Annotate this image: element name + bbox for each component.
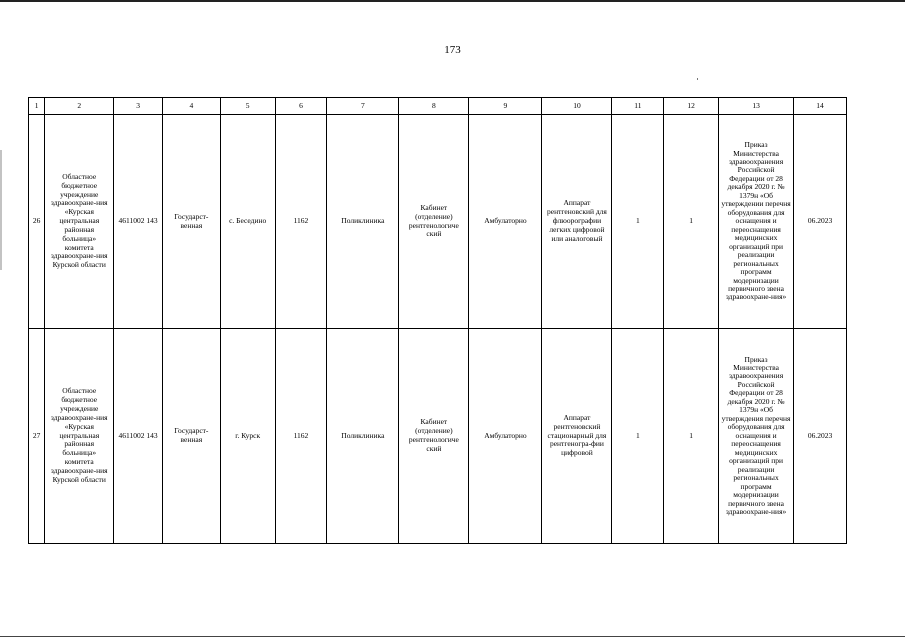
- quantity-1: 1: [612, 115, 664, 329]
- quantity-2: 1: [664, 329, 719, 544]
- unit-type: Поликлиника: [327, 329, 399, 544]
- organization-name: Областное бюджетное учреждение здравоохране-ния «Курская центральная районная больница» комитета здравоохране-ния Курской области: [45, 115, 114, 329]
- equipment-table: [28, 97, 847, 544]
- column-header: 13: [719, 98, 794, 115]
- scan-speck: [697, 78, 698, 80]
- column-header: 2: [45, 98, 114, 115]
- column-header: 4: [162, 98, 220, 115]
- ownership-form: Государст-венная: [162, 329, 220, 544]
- equipment-name: Аппарат рентгеновский для флюорографии легких цифровой или аналоговый: [542, 115, 612, 329]
- code-value: 1162: [275, 329, 327, 544]
- ownership-form: Государст-венная: [162, 115, 220, 329]
- column-header: 14: [794, 98, 847, 115]
- settlement: г. Курск: [220, 329, 275, 544]
- column-header: 9: [469, 98, 542, 115]
- column-number-row: [29, 98, 847, 115]
- quantity-2: 1: [664, 115, 719, 329]
- column-header: 12: [664, 98, 719, 115]
- unit-type: Поликлиника: [327, 115, 399, 329]
- row-number: 27: [29, 329, 45, 544]
- organization-name: Областное бюджетное учреждение здравоохране-ния «Курская центральная районная больница» комитета здравоохране-ния Курской области: [45, 329, 114, 544]
- settlement: с. Беседино: [220, 115, 275, 329]
- inn-code: 4611002 143: [114, 329, 163, 544]
- column-header: 8: [399, 98, 469, 115]
- delivery-date: 06.2023: [794, 329, 847, 544]
- equipment-name: Аппарат рентгеновский стационарный для рентгеногра-фии цифровой: [542, 329, 612, 544]
- care-conditions: Амбулаторно: [469, 329, 542, 544]
- regulatory-order: Приказ Министерства здравоохранения Российской Федерации от 28 декабря 2020 г. № 1379н «Об утверждении перечня оборудования для оснащения и переоснащения медицинских организаций при реализации региональных программ модернизации первичного звена здравоохране-ния»: [719, 115, 794, 329]
- inn-code: 4611002 143: [114, 115, 163, 329]
- department: Кабинет (отделение) рентгенологиче ский: [399, 329, 469, 544]
- top-border-line: [0, 0, 905, 2]
- column-header: 11: [612, 98, 664, 115]
- column-header: 6: [275, 98, 327, 115]
- quantity-1: 1: [612, 329, 664, 544]
- column-header: 3: [114, 98, 163, 115]
- bottom-border-line: [0, 636, 905, 637]
- column-header: 10: [542, 98, 612, 115]
- regulatory-order: Приказ Министерства здравоохранения Российской Федерации от 28 декабря 2020 г. № 1379н «Об утверждения перечня оборудования для оснащения и переоснащения медицинских организаций при реализации региональных программ модернизации первичного звена здравоохране-ния»: [719, 329, 794, 544]
- care-conditions: Амбулаторно: [469, 115, 542, 329]
- column-header: 5: [220, 98, 275, 115]
- department: Кабинет (отделение) рентгенологиче ский: [399, 115, 469, 329]
- page-number: 173: [444, 44, 461, 56]
- table-row: [29, 329, 847, 544]
- column-header: 1: [29, 98, 45, 115]
- table-row: [29, 115, 847, 329]
- row-number: 26: [29, 115, 45, 329]
- column-header: 7: [327, 98, 399, 115]
- scan-edge-mark: [0, 150, 2, 270]
- delivery-date: 06.2023: [794, 115, 847, 329]
- code-value: 1162: [275, 115, 327, 329]
